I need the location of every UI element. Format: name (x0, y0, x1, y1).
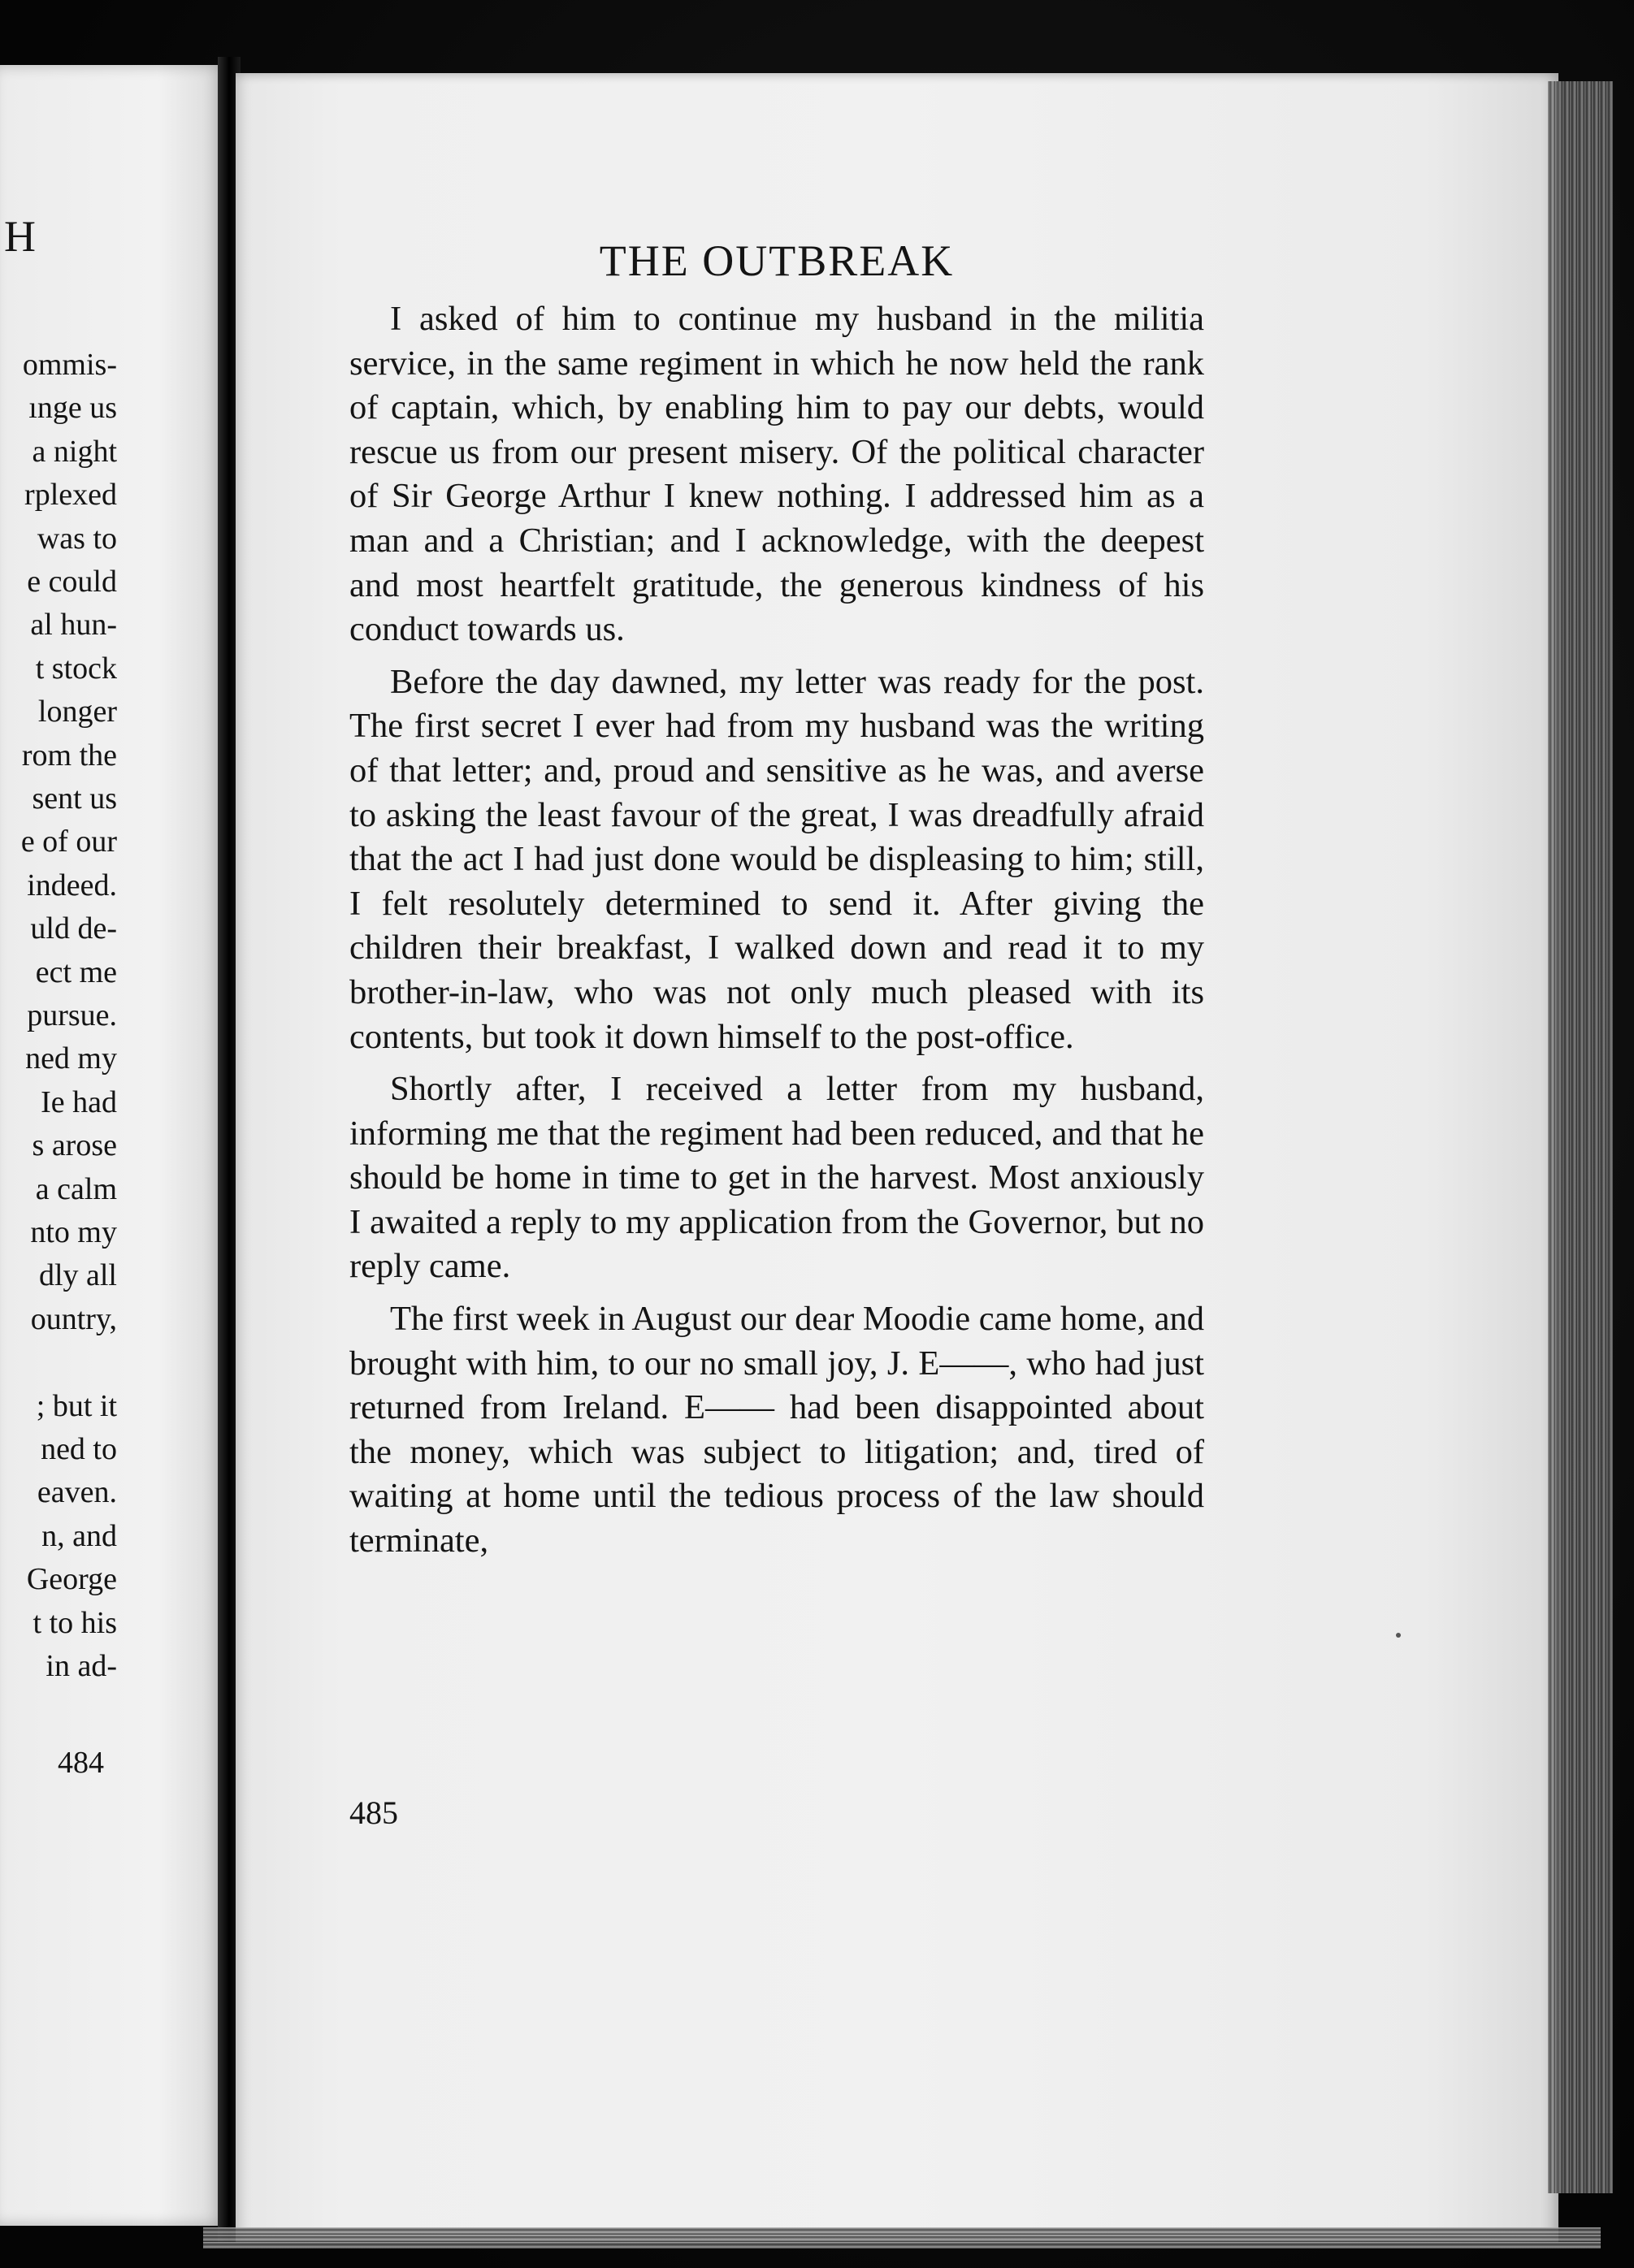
running-head-title: THE OUTBREAK (599, 236, 955, 285)
left-page-line: ınge us (28, 391, 117, 426)
right-page (236, 73, 1558, 2242)
left-page-line: n, and (41, 1518, 117, 1553)
left-facing-page (0, 65, 226, 2226)
left-page-line: rom the (21, 738, 117, 773)
scan-speck (1396, 1633, 1401, 1638)
left-page-line: Ie had (41, 1084, 117, 1119)
left-page-line: George (26, 1562, 117, 1597)
page-number: 485 (349, 1794, 398, 1831)
left-page-line: eaven. (37, 1475, 117, 1510)
book-bottom-edge (203, 2227, 1601, 2249)
left-running-head: H (4, 212, 37, 261)
left-page-line: nto my (30, 1215, 117, 1249)
book-page-edge (1548, 81, 1613, 2193)
left-page-line: sent us (32, 781, 117, 816)
left-page-line: rplexed (24, 478, 117, 513)
left-page-line: longer (37, 695, 117, 729)
paragraph: Shortly after, I received a letter from my husband, informing me that the regiment had been reduced, and that he should be home in time to get in the harvest. Most anxiously I awaited a reply to my application from the Governor, but no reply came. (349, 1070, 1204, 1286)
paragraph: I asked of him to continue my husband in the militia service, in the same regiment in which he now held the rank of captain, which, by enabling him to pay our debts, would rescue us from our present misery. Of the political character of Sir George Arthur I knew nothing. I addressed him as a man and a Christian; and I acknowledge, with the deepest and most heartfelt gratitude, the generous kindness of his conduct towards us. (349, 300, 1204, 649)
left-page-line: e could (27, 565, 117, 599)
left-page-line: uld de- (30, 911, 117, 946)
left-page-line: dly all (38, 1258, 117, 1293)
left-page-line: ommis- (22, 348, 117, 382)
left-page-line: ect me (35, 954, 117, 989)
left-page-line: pursue. (27, 998, 117, 1032)
left-page-number: 484 (58, 1746, 104, 1780)
left-page-line: t stock (35, 651, 117, 686)
left-page-line: ned my (25, 1041, 117, 1076)
left-page-line: in ad- (46, 1649, 117, 1683)
paragraph: Before the day dawned, my letter was ready for the post. The first secret I ever had from my husband was the writing of that letter; and, proud and sensitive as he was, and averse to asking the least favour of the great, I was dreadfully afraid that the act I had just done would be displeasing to him; still, I felt resolutely determined to send it. After giving the children their breakfast, I walked down and read it to my brother-in-law, who was not only much pleased with its contents, but took it down himself to the post-office. (349, 662, 1204, 1056)
paragraph: The first week in August our dear Moodie came home, and brought with him, to our no small joy, J. E——, who had just returned from Ireland. E—— had been disappointed about the money, which was subject to litigation; and, tired of waiting at home until the tedious process of the law should terminate, (349, 1300, 1205, 1560)
left-page-line: al hun- (30, 608, 117, 643)
left-page-line: s arose (32, 1128, 117, 1163)
left-page-line: t to his (33, 1605, 117, 1640)
left-page-line: a calm (35, 1171, 117, 1206)
body-text (349, 297, 1204, 1572)
left-page-line: a night (32, 434, 117, 469)
left-page-line: ; but it (36, 1388, 117, 1423)
left-page-line: e of our (20, 825, 117, 859)
left-page-line: ned to (41, 1432, 117, 1466)
left-page-line: indeed. (27, 868, 117, 902)
left-page-line: ountry, (30, 1301, 117, 1336)
left-page-line: was to (37, 521, 117, 556)
